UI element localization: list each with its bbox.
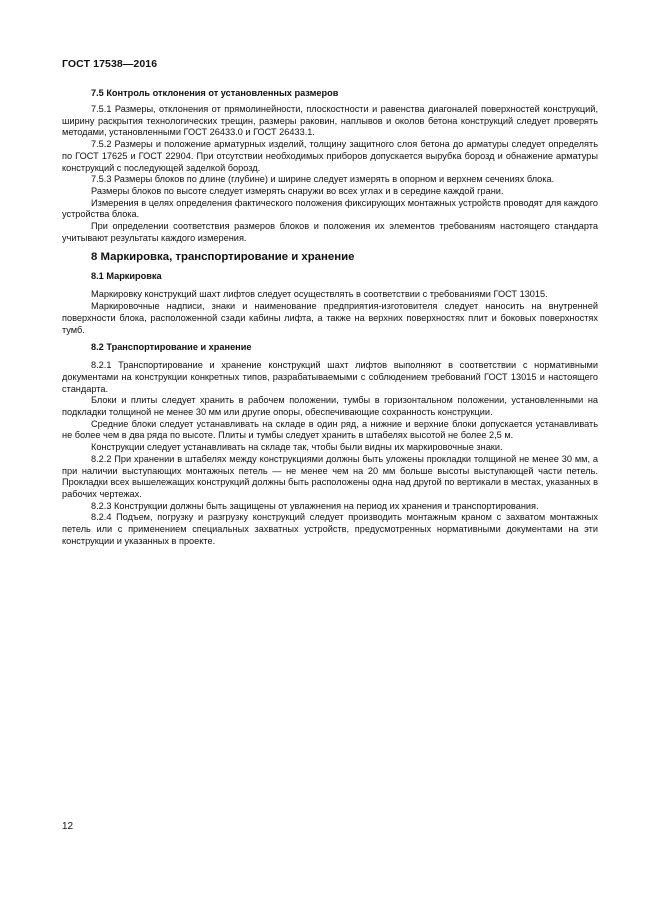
section-8-1-title: 8.1 Маркировка <box>91 271 162 282</box>
paragraph: Средние блоки следует устанавливать на складе в один ряд, а нижние и верхние блоки допускается устанавливать не более чем в два ряда по высоте. Плиты и тумбы следует хранить в штабелях высотой не более 2,5 м. <box>62 418 598 441</box>
paragraph: 7.5.1 Размеры, отклонения от прямолинейности, плоскостности и равенства диагоналей поверхностей конструкций, ширину раскрытия технологических трещин, размеры раковин, наплывов и околов бетона конструкций следует проверять методами, установленными ГОСТ 26433.0 и ГОСТ 26433.1. <box>62 104 598 138</box>
document-page <box>62 58 598 548</box>
paragraph: 8.2.4 Подъем, погрузку и разгрузку конструкций следует производить монтажным краном с захватом монтажных петель или с применением специальных захватных устройств, предусмотренных нормативными документами на эти конструкции и указанных в проекте. <box>62 512 598 546</box>
paragraph: Блоки и плиты следует хранить в рабочем положении, тумбы в горизонтальном положении, установленными на подкладки толщиной не менее 30 мм или другие опоры, обеспечивающие сохранность конструкции. <box>62 395 598 418</box>
paragraph: При определении соответствия размеров блоков и положения их элементов требованиям настоящего стандарта учитывают результаты каждого измерения. <box>62 221 598 243</box>
document-code: ГОСТ 17538—2016 <box>62 58 158 70</box>
paragraph: 7.5.3 Размеры блоков по длине (глубине) и ширине следует измерять в опорном и верхнем сечениях блока. <box>91 174 555 185</box>
paragraph: 8.2.2 При хранении в штабелях между конструкциями должны быть уложены прокладки толщиной не менее 30 мм, а при наличии выступающих монтажных петель — не менее чем на 20 мм больше высоты выступающей части петель. Прокладки всех вышележащих конструкций должны быть расположены одна над другой по вертикали в местах, указанных в рабочих чертежах. <box>62 453 598 499</box>
paragraph: Размеры блоков по высоте следует измерять снаружи во всех углах и в середине каждой грани. <box>91 185 504 196</box>
paragraph: 7.5.2 Размеры и положение арматурных изделий, толщину защитного слоя бетона до арматуры следует определять по ГОСТ 17625 и ГОСТ 22904. При отсутствии необходимых приборов допускается вырубка борозд и обнажение арматуры конструкций с последующей заделкой борозд. <box>62 139 598 173</box>
paragraph: 8.2.1 Транспортирование и хранение конструкций шахт лифтов выполняют в соответствии с нормативными документами на конструкции конкретных типов, разрабатываемыми с соблюдением требований ГОСТ 13015 и настоящего стандарта. <box>62 360 598 394</box>
paragraph: Конструкции следует устанавливать на складе так, чтобы были видны их маркировочные знаки. <box>91 442 503 453</box>
section-8-2-title: 8.2 Транспортирование и хранение <box>91 342 252 353</box>
paragraph: 8.2.3 Конструкции должны быть защищены от увлажнения на период их хранения и транспортирования. <box>91 500 539 511</box>
paragraph: Измерения в целях определения фактического положения фиксирующих монтажных устройств проводят для каждого устройства блока. <box>62 197 598 220</box>
paragraph: Маркировку конструкций шахт лифтов следует осуществлять в соответствии с требованиями ГОСТ 13015. <box>91 289 548 300</box>
paragraph: Маркировочные надписи, знаки и наименование предприятия-изготовителя следует наносить на внутренней поверхности блока, расположенной сзади кабины лифта, а также на верхних поверхностях плит и боковых поверхностях тумб. <box>62 301 598 335</box>
page-number: 12 <box>62 821 74 832</box>
section-8-title: 8 Маркировка, транспортирование и хранение <box>91 251 355 264</box>
section-7-5-title: 7.5 Контроль отклонения от установленных размеров <box>91 88 339 98</box>
